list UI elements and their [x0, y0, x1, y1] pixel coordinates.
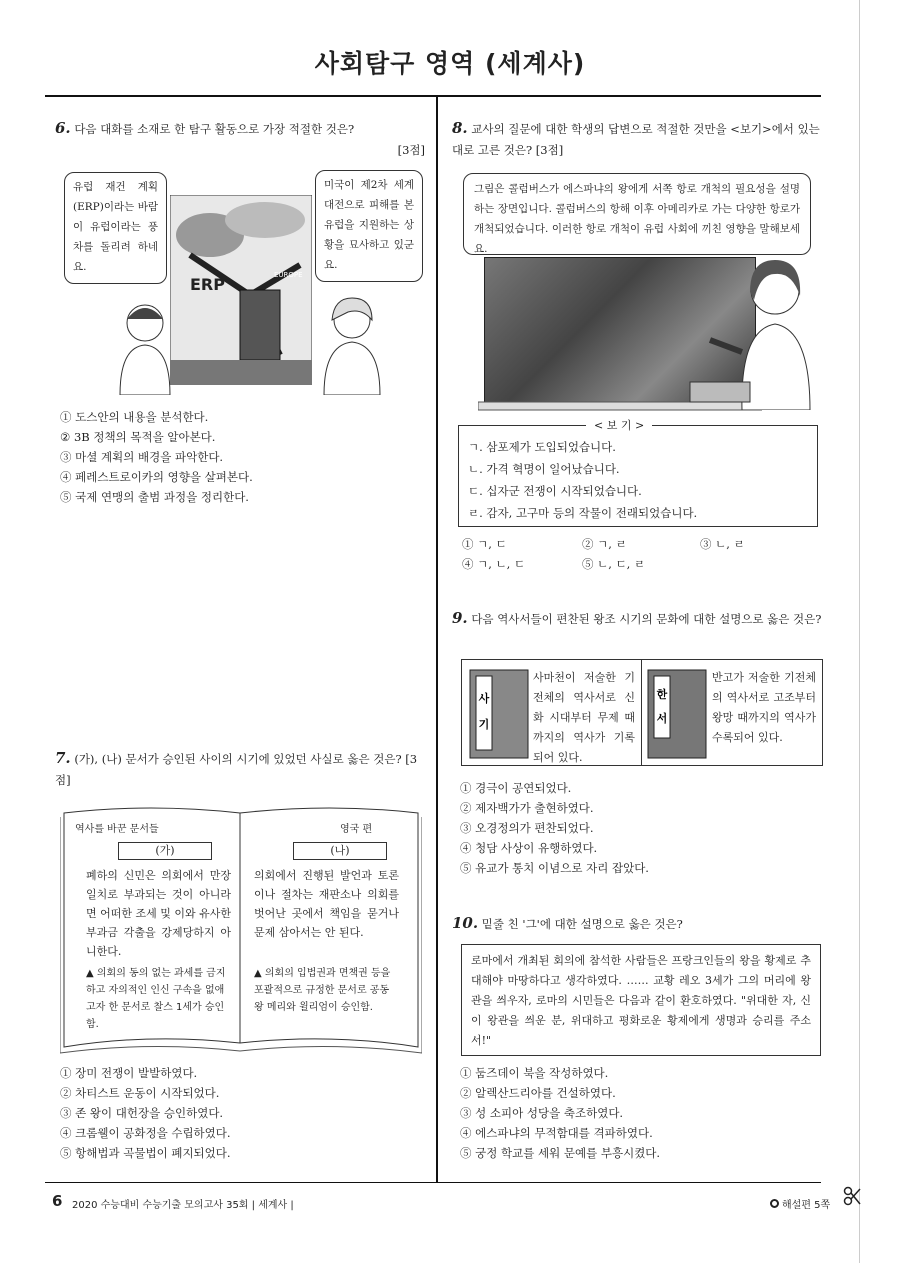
book-sagi-cover: [468, 668, 530, 760]
bogi-item: ㄱ. 삼포제가 도입되었습니다.: [468, 440, 616, 454]
q6-options: [60, 407, 420, 507]
document-a-text: 폐하의 신민은 의회에서 만장일치로 부과되는 것이 아니라면 어떠한 조세 및 이와 유사한 부과금 각출을 강제당하지 아니한다.: [86, 869, 231, 958]
document-b-text: 의회에서 진행된 발언과 토론이나 절차는 재판소나 의회를 벗어난 곳에서 책임을 묻거나 문제 삼아서는 안 된다.: [254, 869, 399, 939]
option-3[interactable]: ③ 성 소피아 성당을 축조하였다.: [460, 1106, 624, 1120]
option-4[interactable]: ④ 페레스트로이카의 영향을 살펴본다.: [60, 470, 253, 484]
question-10: [452, 913, 824, 935]
question-9: [452, 608, 824, 630]
question-text: 다음 대화를 소재로 한 탐구 활동으로 가장 적절한 것은?: [74, 122, 355, 136]
answer-page-ref: 해설편 5쪽: [782, 1200, 831, 1211]
book-hanseo-char1: 한: [656, 688, 668, 701]
bogi-item: ㄷ. 십자군 전쟁이 시작되었습니다.: [468, 484, 642, 498]
option-4[interactable]: ④ 에스파냐의 무적함대를 격파하였다.: [460, 1126, 653, 1140]
option-2[interactable]: ② 알렉산드리아를 건설하였다.: [460, 1086, 616, 1100]
option-1[interactable]: ① 경극이 공연되었다.: [460, 781, 572, 795]
question-number: 9.: [452, 609, 468, 627]
option-2[interactable]: ② ㄱ, ㄹ: [582, 537, 627, 551]
question-number: 7.: [55, 749, 71, 767]
option-4[interactable]: ④ ㄱ, ㄴ, ㄷ: [462, 557, 526, 571]
option-5[interactable]: ⑤ 궁정 학교를 세워 문예를 부흥시켰다.: [460, 1146, 661, 1160]
sagi-description: 사마천이 저술한 기전체의 역사서로 신화 시대부터 무제 때까지의 역사가 기록되어 있다.: [533, 671, 635, 764]
scissors-icon: [843, 1186, 861, 1208]
teacher-speech-bubble: 그림은 콜럼버스가 에스파냐의 왕에게 서쪽 항로 개척의 필요성을 설명하는 장면입니다. 콜럼버스의 항해 이후 아메리카로 가는 다양한 항로가 개척되었습니다. 이러한 항로 개척이 유럽 사회에 끼친 영향을 말해보세요.: [463, 173, 811, 255]
option-1[interactable]: ① ㄱ, ㄷ: [462, 537, 507, 551]
passage-box: 로마에서 개최된 회의에 참석한 사람들은 프랑크인들의 왕을 황제로 추대해야 마땅하다고 생각하였다. …… 교황 레오 3세가 그의 머리에 왕관을 씌우자, 로마의 시민들은 다음과 같이 환호하였다. "위대한 자, 신이 왕관을 씌운 분, 위대하고 평화로운 황제에게 생명과 승리를 주소서!": [461, 944, 821, 1056]
question-text: 다음 역사서들이 편찬된 왕조 시기의 문화에 대한 설명으로 옳은 것은?: [471, 612, 822, 626]
book-hanseo-char2: 서: [656, 712, 668, 725]
option-2[interactable]: ② 제자백가가 출현하였다.: [460, 801, 594, 815]
question-text: (가), (나) 문서가 승인된 사이의 시기에 있었던 사실로 옳은 것은? [3점]: [55, 752, 418, 787]
option-5[interactable]: ⑤ 유교가 통치 이념으로 자리 잡았다.: [460, 861, 649, 875]
option-3[interactable]: ③ 존 왕이 대헌장을 승인하였다.: [60, 1106, 224, 1120]
student-right-avatar: [318, 290, 384, 395]
page-edge: [859, 0, 860, 1263]
question-8: [452, 118, 824, 161]
question-7: [55, 748, 425, 791]
q10-options: [460, 1063, 820, 1163]
option-3[interactable]: ③ 마셜 계획의 배경을 파악한다.: [60, 450, 224, 464]
option-5[interactable]: ⑤ ㄴ, ㄷ, ㄹ: [582, 557, 646, 571]
question-6: [55, 118, 425, 158]
books-divider: [641, 659, 642, 766]
footer-link[interactable]: [770, 1196, 830, 1211]
speech-bubble-right: 미국이 제2차 세계 대전으로 피해를 본 유럽을 지원하는 상황을 묘사하고 있군요.: [315, 170, 423, 282]
option-5[interactable]: ⑤ 국제 연맹의 출범 과정을 정리한다.: [60, 490, 249, 504]
bogi-item: ㄹ. 감자, 고구마 등의 작물이 전래되었습니다.: [468, 506, 698, 520]
option-1[interactable]: ① 둠즈데이 북을 작성하였다.: [460, 1066, 609, 1080]
option-5[interactable]: ⑤ 항해법과 곡물법이 폐지되었다.: [60, 1146, 231, 1160]
option-2[interactable]: ② 차티스트 운동이 시작되었다.: [60, 1086, 220, 1100]
option-4[interactable]: ④ 청담 사상이 유행하였다.: [460, 841, 598, 855]
option-3[interactable]: ③ ㄴ, ㄹ: [700, 537, 745, 551]
question-text: 밑줄 친 '그'에 대한 설명으로 옳은 것은?: [481, 917, 683, 931]
label-b: (나): [293, 842, 387, 860]
book-hanseo-cover: [646, 668, 708, 760]
book-sagi-char2: 기: [478, 718, 490, 731]
question-number: 10.: [452, 914, 479, 932]
bogi-items: [468, 436, 813, 524]
bogi-item: ㄴ. 가격 혁명이 일어났습니다.: [468, 462, 620, 476]
speech-bubble-left: 유럽 재건 계획(ERP)이라는 바람이 유럽이라는 풍차를 돌리려 하네요.: [64, 172, 167, 284]
points: [3점]: [397, 143, 425, 157]
book-left-header: 역사를 바꾼 문서들: [75, 824, 159, 835]
question-number: 8.: [452, 119, 468, 137]
document-a-note: ▲ 의회의 동의 없는 과세를 금지하고 자의적인 인신 구속을 없애고자 한 문서로 찰스 1세가 승인함.: [86, 968, 226, 1030]
hanseo-description: 반고가 저술한 기전체의 역사서로 고조부터 왕망 때까지의 역사가 수록되어 있다.: [712, 671, 816, 744]
column-divider: [436, 97, 438, 1182]
book-right-header: 영국 편: [340, 824, 373, 835]
windmill-europe-label: EUROPE: [274, 271, 303, 279]
top-rule: [45, 95, 821, 97]
q9-options: [460, 778, 820, 878]
footer-text: 2020 수능대비 수능기출 모의고사 35회 | 세계사 |: [72, 1200, 294, 1211]
label-a: (가): [118, 842, 212, 860]
bottom-rule: [45, 1182, 821, 1183]
bogi-title: < 보 기 >: [586, 417, 652, 433]
marshall-plan-cartoon: [170, 195, 312, 385]
option-1[interactable]: ① 장미 전쟁이 발발하였다.: [60, 1066, 198, 1080]
cartoon-erp-label: ERP: [190, 275, 225, 294]
page-title: 사회탐구 영역 (세계사): [314, 49, 586, 78]
book-sagi-char1: 사: [478, 692, 490, 705]
question-text: 교사의 질문에 대한 학생의 답변으로 적절한 것만을 <보기>에서 있는 대로 고른 것은? [3점]: [452, 122, 820, 157]
teacher-avatar: [670, 252, 820, 410]
circle-bullet-icon: [770, 1199, 779, 1208]
document-b-note: ▲ 의회의 입법권과 면책권 등을 포괄적으로 규정한 문서로 공동 왕 메리와 윌리엄이 승인함.: [254, 968, 391, 1013]
q7-options: [60, 1063, 420, 1163]
option-4[interactable]: ④ 크롬웰이 공화정을 수립하였다.: [60, 1126, 231, 1140]
option-2[interactable]: ② 3B 정책의 목적을 알아본다.: [60, 430, 216, 444]
option-3[interactable]: ③ 오경정의가 편찬되었다.: [460, 821, 594, 835]
option-1[interactable]: ① 도스안의 내용을 분석한다.: [60, 410, 209, 424]
page-number: 6: [52, 1192, 63, 1210]
student-left-avatar: [115, 295, 173, 395]
question-number: 6.: [55, 119, 71, 137]
